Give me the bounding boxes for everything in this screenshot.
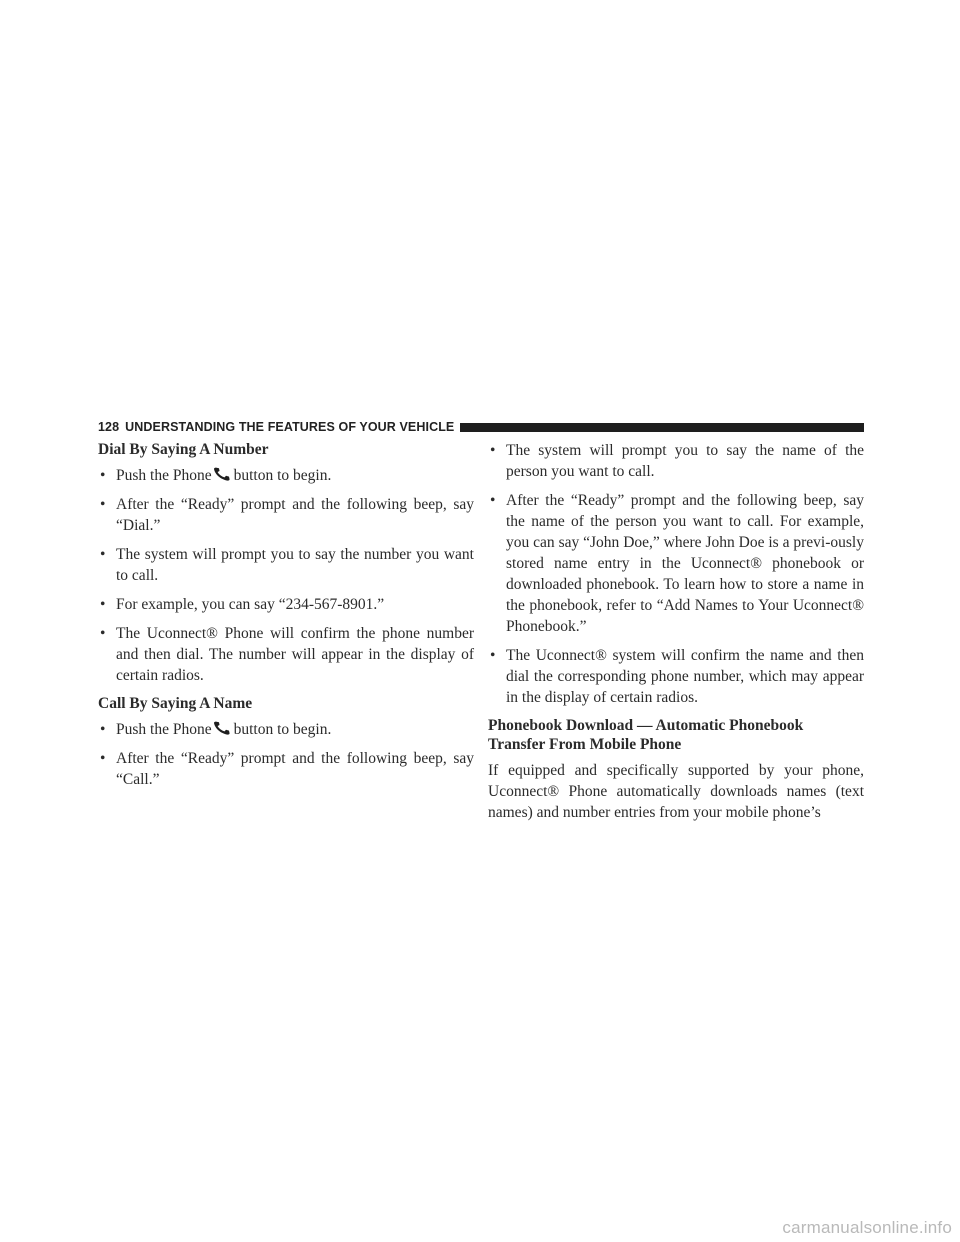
bullet-dot: •	[100, 467, 106, 484]
bullet-dot: •	[100, 546, 106, 563]
bullet-text: After the “Ready” prompt and the following beep, say the name of the person you want to call. For example, you can say “John Doe,” where John Doe is a previ-ously stored name entry in the Uconnect® phonebook or downloaded phonebook. To learn how to store a name in the phonebook, refer to “Add Names to Your Uconnect® Phonebook.”	[506, 492, 864, 635]
heading-line: Transfer From Mobile Phone	[488, 736, 682, 753]
bullet-text-after: button to begin.	[233, 467, 332, 484]
phone-handset-icon	[213, 467, 233, 481]
bullet-dot: •	[100, 596, 106, 613]
call-by-name-list	[98, 719, 474, 790]
list-item	[98, 494, 474, 536]
bullet-text-before: Push the Phone	[116, 467, 212, 484]
list-item	[98, 748, 474, 790]
list-item	[488, 490, 864, 637]
list-item	[488, 645, 864, 708]
heading-dial-by-number: Dial By Saying A Number	[98, 441, 269, 458]
list-item	[98, 465, 474, 486]
bullet-text: After the “Ready” prompt and the following beep, say “Dial.”	[116, 496, 474, 534]
bullet-dot: •	[100, 496, 106, 513]
bullet-text: The system will prompt you to say the number you want to call.	[116, 546, 474, 584]
heading-phonebook-download	[488, 716, 864, 754]
bullet-dot: •	[100, 750, 106, 767]
list-item	[98, 623, 474, 686]
phonebook-download-paragraph: If equipped and specifically supported by your phone, Uconnect® Phone automatically downloads names (text names) and number entries from your mobile phone’s	[488, 762, 864, 821]
page-header	[98, 419, 864, 435]
bullet-text: After the “Ready” prompt and the following beep, say “Call.”	[116, 750, 474, 788]
watermark: carmanualsonline.info	[782, 1218, 952, 1237]
list-item	[98, 594, 474, 615]
bullet-dot: •	[490, 647, 496, 664]
list-item	[98, 719, 474, 740]
bullet-dot: •	[490, 442, 496, 459]
dial-by-number-list	[98, 465, 474, 686]
list-item	[98, 544, 474, 586]
bullet-dot: •	[100, 721, 106, 738]
name-dial-continued-list	[488, 440, 864, 708]
list-item	[488, 440, 864, 482]
bullet-text: The system will prompt you to say the name of the person you want to call.	[506, 442, 864, 480]
left-column	[98, 440, 474, 798]
bullet-text-after: button to begin.	[233, 721, 332, 738]
bullet-text-before: Push the Phone	[116, 721, 212, 738]
heading-line: Phonebook Download — Automatic Phonebook	[488, 717, 804, 734]
section-title: UNDERSTANDING THE FEATURES OF YOUR VEHICLE	[125, 420, 455, 434]
header-rule	[460, 423, 864, 432]
heading-call-by-name: Call By Saying A Name	[98, 695, 253, 712]
right-column	[488, 440, 864, 823]
bullet-text: The Uconnect® Phone will confirm the phone number and then dial. The number will appear in the display of certain radios.	[116, 625, 474, 684]
bullet-text: For example, you can say “234-567-8901.”	[116, 596, 385, 613]
bullet-text: The Uconnect® system will confirm the name and then dial the corresponding phone number, which may appear in the display of certain radios.	[506, 647, 864, 706]
bullet-dot: •	[100, 625, 106, 642]
page-number: 128	[98, 420, 120, 434]
bullet-dot: •	[490, 492, 496, 509]
phone-handset-icon	[213, 721, 233, 735]
